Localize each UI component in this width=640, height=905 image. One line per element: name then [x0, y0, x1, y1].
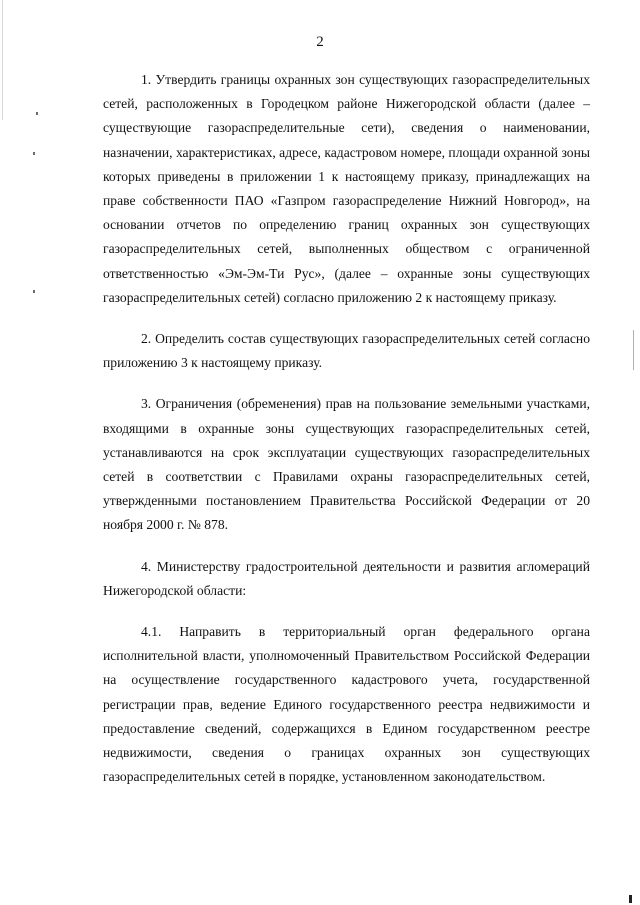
scan-corner-mark — [629, 895, 632, 903]
scan-edge-line — [633, 330, 634, 370]
paragraph-3: 3. Ограничения (обременения) прав на пользование земельными участками, входящими в охранные зоны существующих газораспределительных сетей, устанавливаются на срок эксплуатации существующих газораспределительных сетей в соответствии с Правилами охраны газораспределительных сетей, утвержденными постановлением Правительства Российской Федерации от 20 ноября 2000 г. № 878. — [103, 396, 590, 533]
paragraph-4: 4. Министерству градостроительной деятельности и развития агломераций Нижегородской области: — [103, 558, 590, 598]
scan-edge-shadow — [2, 0, 3, 120]
scan-speck — [36, 112, 38, 115]
paragraph-2: 2. Определить состав существующих газораспределительных сетей согласно приложению 3 к настоящему приказу. — [103, 331, 590, 371]
scan-speck — [33, 290, 35, 293]
page-number: 2 — [316, 34, 324, 50]
document-body — [103, 68, 590, 806]
paragraph-4-1: 4.1. Направить в территориальный орган федерального органа исполнительной власти, уполномоченный Правительством Российской Федерации на осуществление государственного кадастрового учета, государственной регистрации прав, ведение Единого государственного реестра недвижимости и предоставление сведений, содержащихся в Едином государственном реестре недвижимости, сведения о границах охранных зон существующих газораспределительных сетей в порядке, установленном законодательством. — [103, 624, 590, 785]
scan-speck — [33, 152, 35, 155]
paragraph-1: 1. Утвердить границы охранных зон существующих газораспределительных сетей, расположенных в Городецком районе Нижегородской области (далее – существующие газораспределительные сети), сведения о наименовании, назначении, характеристиках, адресе, кадастровом номере, площади охранной зоны которых приведены в приложении 1 к настоящему приказу, принадлежащих на праве собственности ПАО «Газпром газораспределение Нижний Новгород», на основании отчетов по определению границ охранных зон существующих газораспределительных сетей, выполненных обществом с ограниченной ответственностью «Эм-Эм-Ти Рус», (далее – охранные зоны существующих газораспределительных сетей) согласно приложению 2 к настоящему приказу. — [103, 72, 590, 305]
